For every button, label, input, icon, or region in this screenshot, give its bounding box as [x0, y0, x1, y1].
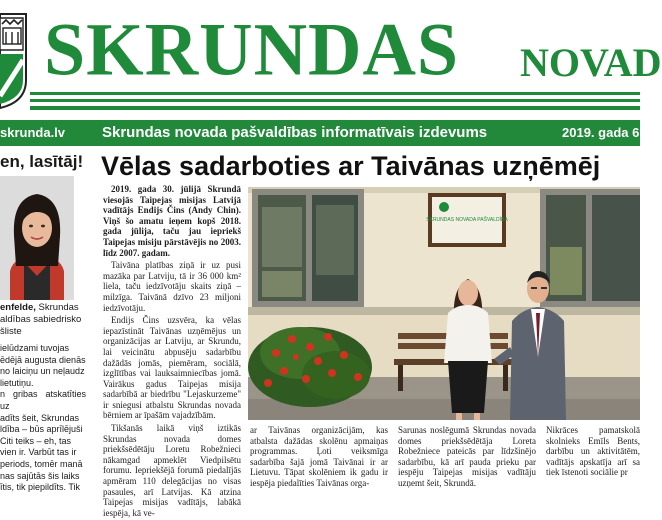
newspaper-title: SKRUNDAS: [44, 8, 460, 92]
masthead-rule: [30, 92, 640, 95]
article-headline: Vēlas sadarboties ar Taivānas uzņēmēj: [101, 151, 601, 181]
photo-sign-text: SKRUNDAS NOVADA PAŠVALDĪBA: [426, 217, 508, 223]
caption-role: Skrundas aldības sabiedrisko šliste: [0, 302, 82, 337]
editorial-greeting: en, lasītāj!: [0, 152, 84, 171]
publication-tagline: Skrundas novada pašvaldības informatīvais izdevums: [102, 124, 488, 141]
masthead-rule: [30, 106, 640, 110]
issue-date: 2019. gada 6. s: [562, 125, 654, 140]
article-paragraph: Endijs Čins uzsvēra, ka vēlas iepazīstināt Taivānas uzņēmējus un organizācijas ar Latviju, ar Skrundu, lai veicinātu abpusēju sadarbību dažādās jomās, piemēram, sociālā, izglītības vai lauksaimniecības jomā. Vairākus gadus Taipejas misija sadarbībā ar biedrību "Lejaskurzeme" ir sniegusi atbalstu Skrundas novada bērniem ar īpašām vajadzībām.: [103, 315, 241, 421]
article-lead: 2019. gada 30. jūlijā Skrundā viesojās Taipejas misijas Latvijā vadītājs Endijs Čins (Andy Chin). Viņš šo amatu ieņem kopš 2018. gada jūlija, taču jau iepriekš Taipejas misiju pārstāvējis no 2003. līdz 2007. gadam.: [103, 184, 241, 258]
editor-portrait: [0, 176, 74, 300]
caption-name: enfelde,: [0, 302, 36, 313]
editorial-column: [0, 146, 90, 493]
article-column-2: ar Taivānas organizācijām, kas atbalsta dažādas skolēnu apmaiņas programmas. Ļoti veiksmīga sadarbība šajā jomā Taivānai ir ar Lietuvu. Tāpat skolēniem ik gadu ir iespēja piedalīties Taivānas orga-: [250, 425, 388, 488]
article-paragraph: Taivāna platības ziņā ir uz pusi mazāka par Latviju, tā ir 36 000 km² liela, taču iedzīvotāju skaits ziņā – milzīga. Taivānā dzīvo 23 miljoni iedzīvotāju.: [103, 260, 241, 313]
article-column-3: Sarunas noslēgumā Skrundas novada domes priekšsēdētāja Loreta Robežniece pateicās par līdzšinējo sadarbību, kā arī pauda prieku par iespēju Taipejas misijas vadītāju uzņemt šeit, Skrundā.: [398, 425, 536, 488]
article-paragraph: Tikšanās laikā viņš iztikās Skrundas novada domes priekšsēdētāju Loretu Robežnieci nākamgad apmeklēt Viedpilsētu forumu. Iepriekšējā forumā piedalījās apmēram 110 delegācijas no visas pasaules, arī Latvijas. Kā atzina Taipejas misijas vadītājs, labākā iespēja, kā ve-: [103, 423, 241, 518]
newspaper-subtitle: NOVAD: [520, 40, 662, 85]
editorial-text: ielūdzami tuvojas ēdējā augusta dienās no laiciņu un neļaudz lietutiņu. n gribas atskatīties uz adīts šeit, Skrundas ldība – būs aprīlējuši Citi teiks – eh, tas vien ir. Varbūt tas ir periods, tomēr manā nas sajūtās šis laiks ītis, tik piepildīts. Tik: [0, 343, 86, 493]
masthead: [0, 0, 662, 120]
coat-of-arms-icon: [0, 10, 30, 110]
portrait-caption: [0, 302, 90, 338]
info-band: [0, 120, 654, 146]
article-column-1: [103, 184, 241, 520]
masthead-rule: [30, 99, 640, 102]
article-photo: [248, 187, 640, 420]
website-link[interactable]: skrunda.lv: [0, 125, 66, 140]
article-column-4: Nikrāces pamatskolā skolnieks Emīls Bents, darbību un aktivitātēm, vadītājs apskatīja arī sa tiek īstenoti sociālie pr: [546, 425, 640, 478]
